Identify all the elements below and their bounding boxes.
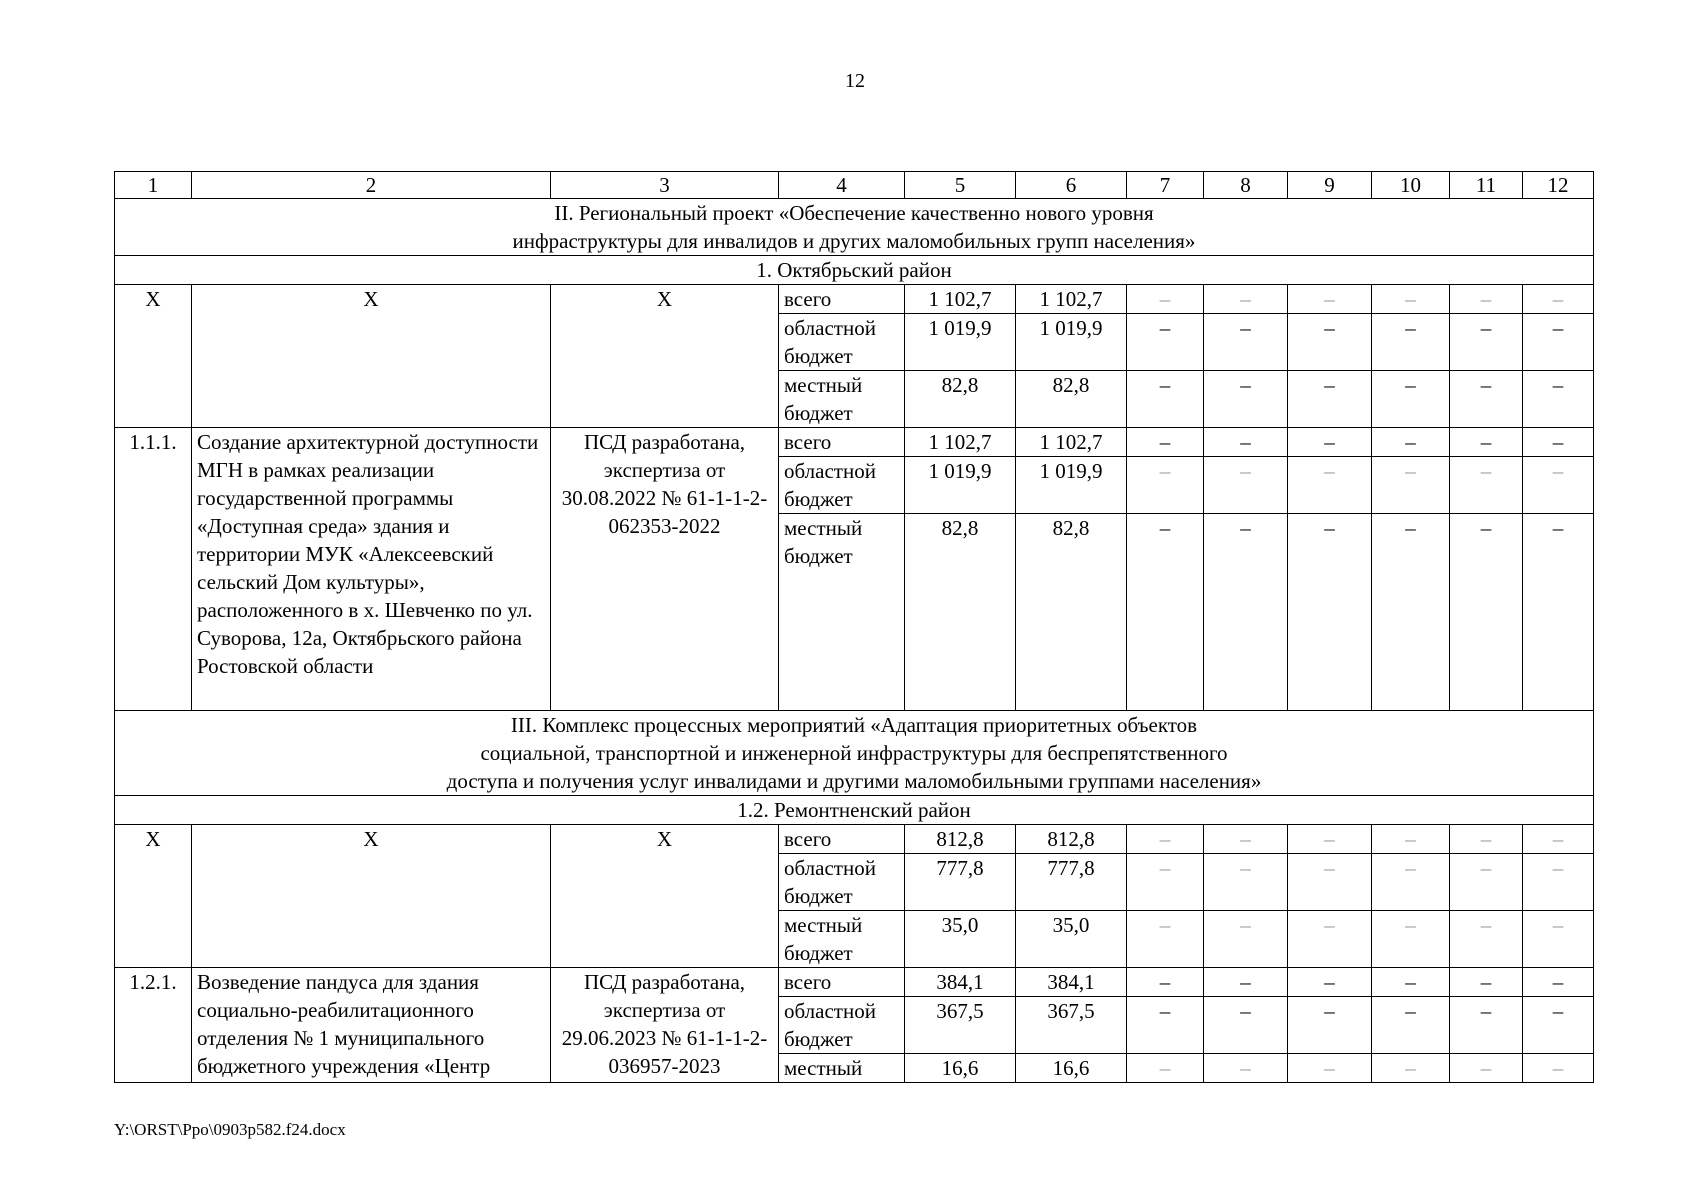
dash-cell: – — [1450, 371, 1523, 428]
value-cell: 777,8 — [905, 854, 1016, 911]
dash-cell: – — [1204, 968, 1288, 997]
column-header-row — [115, 172, 1594, 199]
district-1-title: 1. Октябрьский район — [115, 256, 1594, 285]
dash-cell: – — [1450, 285, 1523, 314]
value-cell: 1 019,9 — [905, 314, 1016, 371]
dash-cell: – — [1523, 285, 1594, 314]
item-status: ПСД разработана, экспертиза от 30.08.2022 № 61-1-1-2-062353-2022 — [551, 428, 779, 711]
section-heading-row — [115, 711, 1594, 796]
dash-cell: – — [1204, 514, 1288, 711]
dash-cell: – — [1127, 997, 1204, 1054]
dash-cell: – — [1127, 314, 1204, 371]
budget-table — [114, 171, 1594, 1083]
value-cell: 777,8 — [1016, 854, 1127, 911]
value-cell: 812,8 — [1016, 825, 1127, 854]
value-cell: 1 102,7 — [905, 285, 1016, 314]
dash-cell: – — [1372, 314, 1450, 371]
dash-cell: – — [1372, 285, 1450, 314]
item-name: Создание архитектурной доступности МГН в рамках реализации государственной программы «Доступная среда» здания и территории МУК «Алексеевский сельский Дом культуры», расположенного в х. Шевченко по ул. Суворова, 12а, Октябрьского района Ростовской области — [192, 428, 551, 711]
dash-cell: – — [1288, 825, 1372, 854]
dash-cell: – — [1372, 457, 1450, 514]
item-status: ПСД разработана, экспертиза от 29.06.2023 № 61-1-1-2-036957-2023 — [551, 968, 779, 1083]
table-row — [115, 825, 1594, 854]
dash-cell: – — [1523, 314, 1594, 371]
dash-cell: – — [1127, 1054, 1204, 1083]
dash-cell: – — [1288, 314, 1372, 371]
dash-cell: – — [1288, 997, 1372, 1054]
col-header: 3 — [551, 172, 779, 199]
col-header: 12 — [1523, 172, 1594, 199]
dash-cell: – — [1204, 314, 1288, 371]
x-mark: Х — [192, 285, 551, 428]
dash-cell: – — [1204, 997, 1288, 1054]
dash-cell: – — [1204, 457, 1288, 514]
col-header: 4 — [779, 172, 905, 199]
dash-cell: – — [1288, 514, 1372, 711]
dash-cell: – — [1450, 1054, 1523, 1083]
dash-cell: – — [1127, 285, 1204, 314]
value-cell: 16,6 — [1016, 1054, 1127, 1083]
col-header: 2 — [192, 172, 551, 199]
source-label: всего — [779, 825, 905, 854]
x-mark: Х — [551, 825, 779, 968]
dash-cell: – — [1204, 854, 1288, 911]
x-mark: Х — [115, 825, 192, 968]
dash-cell: – — [1288, 285, 1372, 314]
table-row — [115, 285, 1594, 314]
item-name: Возведение пандуса для здания социально-реабилитационного отделения № 1 муниципального бюджетного учреждения «Центр — [192, 968, 551, 1083]
dash-cell: – — [1523, 911, 1594, 968]
source-label: областной бюджет — [779, 997, 905, 1054]
dash-cell: – — [1288, 428, 1372, 457]
value-cell: 1 019,9 — [1016, 457, 1127, 514]
x-mark: Х — [192, 825, 551, 968]
dash-cell: – — [1127, 911, 1204, 968]
dash-cell: – — [1450, 854, 1523, 911]
dash-cell: – — [1523, 428, 1594, 457]
dash-cell: – — [1523, 854, 1594, 911]
section-3-title: III. Комплекс процессных мероприятий «Адаптация приоритетных объектов социальной, транспортной и инженерной инфраструктуры для беспрепятственного доступа и получения услуг инвалидами и другими маломобильными группами населения» — [115, 711, 1594, 796]
source-label: областной бюджет — [779, 314, 905, 371]
section-2-title: II. Региональный проект «Обеспечение качественно нового уровня инфраструктуры для инвалидов и других маломобильных групп населения» — [115, 199, 1594, 256]
dash-cell: – — [1523, 825, 1594, 854]
source-label: областной бюджет — [779, 457, 905, 514]
dash-cell: – — [1523, 968, 1594, 997]
table-row — [115, 428, 1594, 457]
dash-cell: – — [1288, 457, 1372, 514]
dash-cell: – — [1288, 911, 1372, 968]
value-cell: 35,0 — [1016, 911, 1127, 968]
dash-cell: – — [1450, 428, 1523, 457]
value-cell: 812,8 — [905, 825, 1016, 854]
dash-cell: – — [1372, 1054, 1450, 1083]
value-cell: 367,5 — [1016, 997, 1127, 1054]
value-cell: 16,6 — [905, 1054, 1016, 1083]
district-2-title: 1.2. Ремонтненский район — [115, 796, 1594, 825]
x-mark: Х — [115, 285, 192, 428]
dash-cell: – — [1523, 1054, 1594, 1083]
item-number: 1.1.1. — [115, 428, 192, 711]
district-heading-row — [115, 796, 1594, 825]
page-number: 12 — [845, 70, 865, 92]
dash-cell: – — [1127, 457, 1204, 514]
dash-cell: – — [1204, 285, 1288, 314]
col-header: 1 — [115, 172, 192, 199]
dash-cell: – — [1523, 997, 1594, 1054]
dash-cell: – — [1288, 854, 1372, 911]
dash-cell: – — [1372, 968, 1450, 997]
value-cell: 384,1 — [1016, 968, 1127, 997]
dash-cell: – — [1372, 825, 1450, 854]
col-header: 7 — [1127, 172, 1204, 199]
source-label: местный — [779, 1054, 905, 1083]
source-label: местный бюджет — [779, 371, 905, 428]
table-row — [115, 968, 1594, 997]
x-mark: Х — [551, 285, 779, 428]
file-path-footer: Y:\ORST\Ppo\0903p582.f24.docx — [114, 1120, 346, 1139]
source-label: всего — [779, 285, 905, 314]
col-header: 9 — [1288, 172, 1372, 199]
col-header: 10 — [1372, 172, 1450, 199]
col-header: 11 — [1450, 172, 1523, 199]
dash-cell: – — [1523, 371, 1594, 428]
dash-cell: – — [1450, 997, 1523, 1054]
dash-cell: – — [1372, 371, 1450, 428]
value-cell: 367,5 — [905, 997, 1016, 1054]
dash-cell: – — [1127, 428, 1204, 457]
value-cell: 82,8 — [905, 514, 1016, 711]
dash-cell: – — [1204, 371, 1288, 428]
dash-cell: – — [1127, 825, 1204, 854]
dash-cell: – — [1372, 514, 1450, 711]
dash-cell: – — [1450, 825, 1523, 854]
dash-cell: – — [1288, 371, 1372, 428]
dash-cell: – — [1127, 371, 1204, 428]
item-number: 1.2.1. — [115, 968, 192, 1083]
dash-cell: – — [1127, 968, 1204, 997]
value-cell: 82,8 — [1016, 371, 1127, 428]
dash-cell: – — [1523, 457, 1594, 514]
source-label: местный бюджет — [779, 514, 905, 711]
dash-cell: – — [1204, 1054, 1288, 1083]
value-cell: 1 102,7 — [1016, 285, 1127, 314]
dash-cell: – — [1450, 514, 1523, 711]
section-heading-row — [115, 199, 1594, 256]
source-label: всего — [779, 968, 905, 997]
value-cell: 1 102,7 — [905, 428, 1016, 457]
source-label: областной бюджет — [779, 854, 905, 911]
source-label: местный бюджет — [779, 911, 905, 968]
col-header: 5 — [905, 172, 1016, 199]
value-cell: 1 102,7 — [1016, 428, 1127, 457]
value-cell: 1 019,9 — [1016, 314, 1127, 371]
dash-cell: – — [1372, 428, 1450, 457]
dash-cell: – — [1450, 457, 1523, 514]
dash-cell: – — [1127, 854, 1204, 911]
dash-cell: – — [1372, 997, 1450, 1054]
dash-cell: – — [1288, 968, 1372, 997]
dash-cell: – — [1204, 428, 1288, 457]
value-cell: 82,8 — [905, 371, 1016, 428]
dash-cell: – — [1372, 854, 1450, 911]
dash-cell: – — [1372, 911, 1450, 968]
source-label: всего — [779, 428, 905, 457]
dash-cell: – — [1450, 968, 1523, 997]
value-cell: 35,0 — [905, 911, 1016, 968]
dash-cell: – — [1523, 514, 1594, 711]
dash-cell: – — [1204, 911, 1288, 968]
value-cell: 1 019,9 — [905, 457, 1016, 514]
col-header: 6 — [1016, 172, 1127, 199]
district-heading-row — [115, 256, 1594, 285]
value-cell: 82,8 — [1016, 514, 1127, 711]
value-cell: 384,1 — [905, 968, 1016, 997]
dash-cell: – — [1450, 314, 1523, 371]
dash-cell: – — [1450, 911, 1523, 968]
dash-cell: – — [1127, 514, 1204, 711]
dash-cell: – — [1204, 825, 1288, 854]
col-header: 8 — [1204, 172, 1288, 199]
dash-cell: – — [1288, 1054, 1372, 1083]
